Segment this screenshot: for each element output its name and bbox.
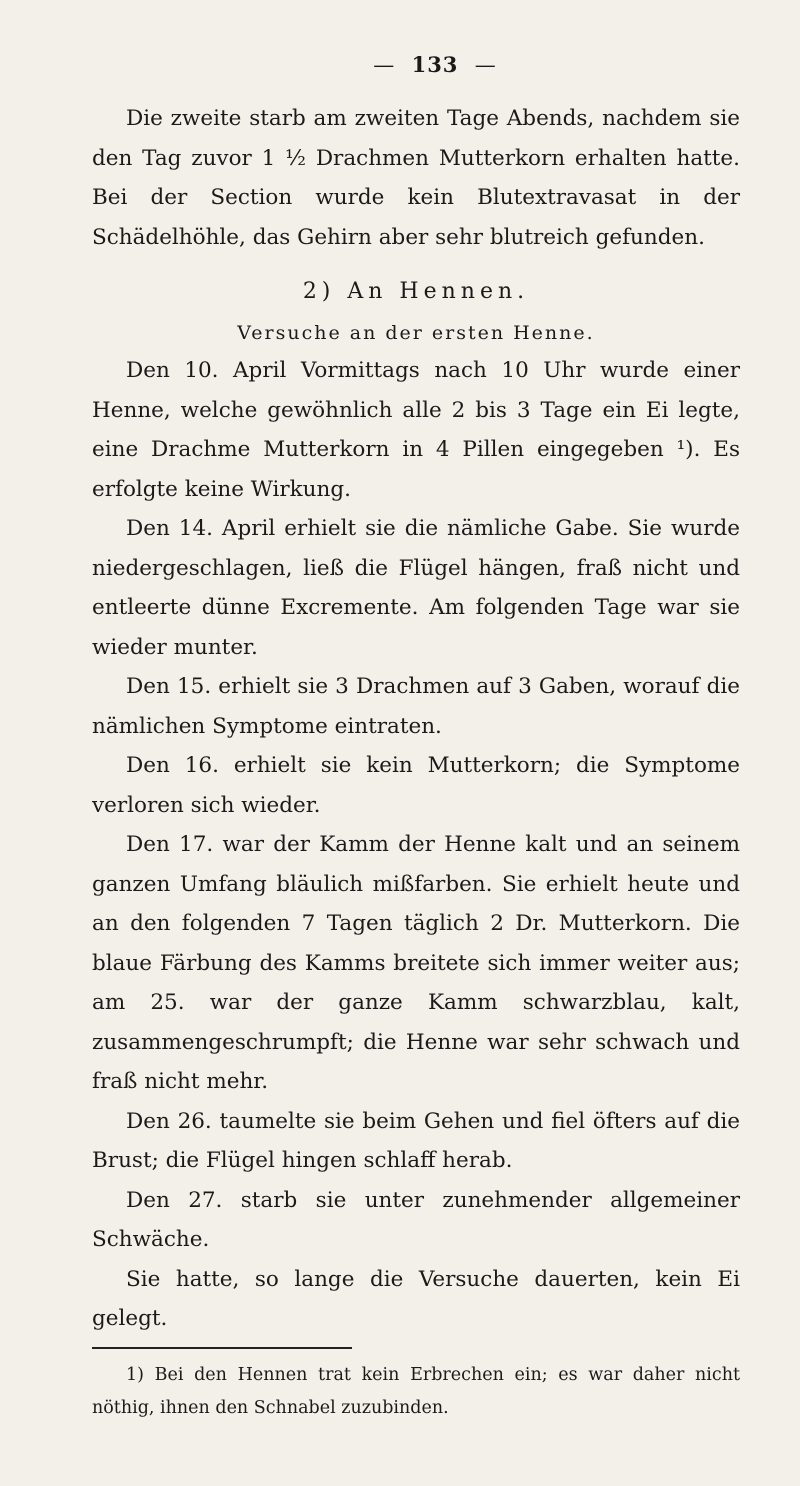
subheading-first-henne: Versuche an der ersten Henne. — [237, 322, 595, 344]
paragraph-day-26: Den 26. taumelte sie beim Gehen und fiel öfters auf die Brust; die Flügel hingen schlaff herab. — [92, 1108, 740, 1173]
paragraph-day-17: Den 17. war der Kamm der Henne kalt und an seinem ganzen Umfang bläulich mißfarben. Sie erhielt heute und an den folgenden 7 Tagen täglich 2 Dr. Mutterkorn. Die blaue Färbung des Kamms breitete sich immer weiter aus; am 25. war der ganze Kamm schwarzblau, kalt, zusammengeschrumpft; die Henne war sehr schwach und fraß nicht mehr. — [92, 832, 740, 1094]
footnote-1: 1) Bei den Hennen trat kein Erbrechen ein; es war daher nicht nöthig, ihnen den Schnabel zuzubinden. — [92, 1364, 740, 1418]
paragraph-second-animal-death: Die zweite starb am zweiten Tage Abends, nachdem sie den Tag zuvor 1 ½ Drachmen Mutterkorn erhalten hatte. Bei der Section wurde kein Blutextravasat in der Schädelhöhle, das Gehirn aber sehr blutreich gefunden. — [92, 106, 740, 250]
page-number: 133 — [411, 52, 459, 77]
header-dash-right: — — [474, 53, 497, 77]
footnote-divider — [92, 1347, 352, 1349]
page-header — [92, 52, 740, 77]
section-heading-hennen: 2) An Hennen. — [302, 279, 530, 304]
paragraph-day-27: Den 27. starb sie unter zunehmender allgemeiner Schwäche. — [92, 1187, 740, 1252]
header-dash-left: — — [373, 53, 396, 77]
paragraph-april-10: Den 10. April Vormittags nach 10 Uhr wurde einer Henne, welche gewöhnlich alle 2 bis 3 Tage ein Ei legte, eine Drachme Mutterkorn in 4 Pillen eingegeben ¹). Es erfolgte keine Wirkung. — [92, 358, 740, 502]
paragraph-day-16: Den 16. erhielt sie kein Mutterkorn; die Symptome verloren sich wieder. — [92, 753, 740, 818]
paragraph-day-15: Den 15. erhielt sie 3 Drachmen auf 3 Gaben, worauf die nämlichen Symptome eintraten. — [92, 674, 740, 739]
paragraph-april-14: Den 14. April erhielt sie die nämliche Gabe. Sie wurde niedergeschlagen, ließ die Flügel hängen, fraß nicht und entleerte dünne Excremente. Am folgenden Tage war sie wieder munter. — [92, 516, 740, 660]
paragraph-no-egg: Sie hatte, so lange die Versuche dauerten, kein Ei gelegt. — [92, 1266, 740, 1331]
